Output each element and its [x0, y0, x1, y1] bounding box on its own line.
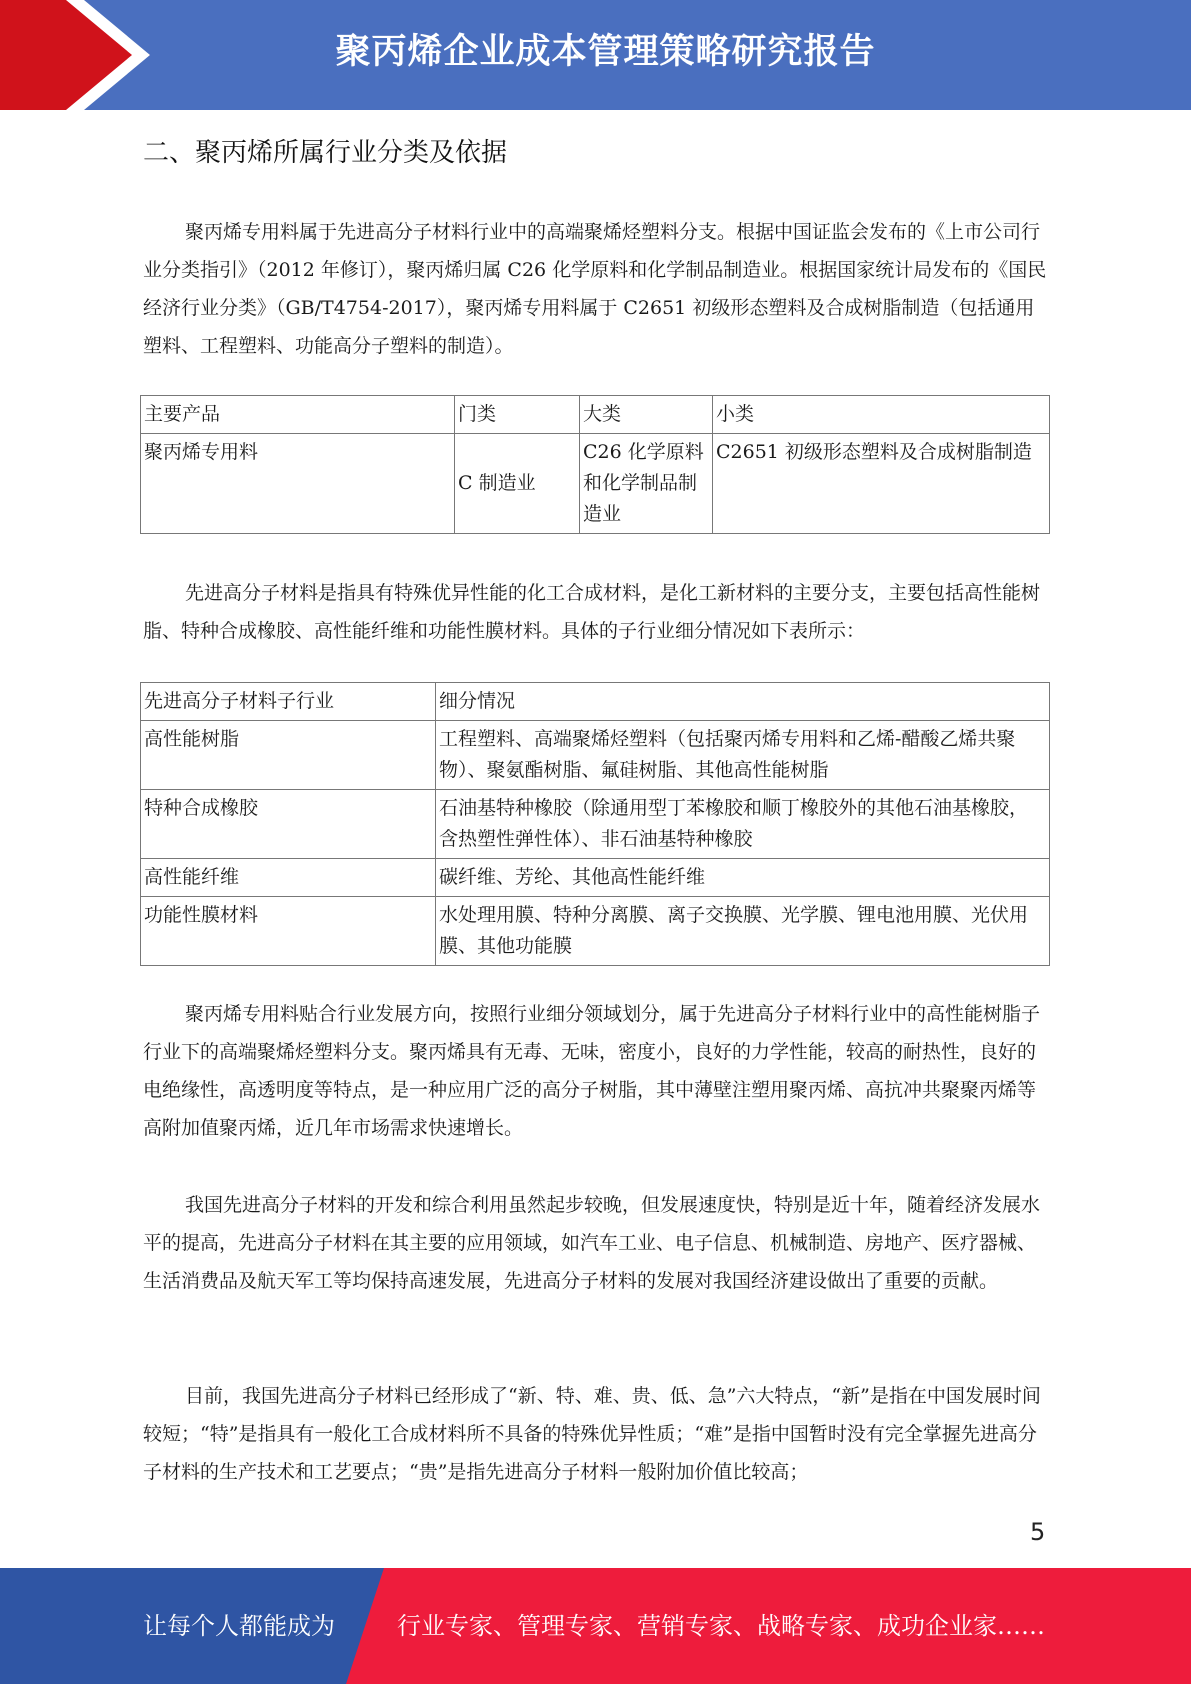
page-number: 5: [1030, 1518, 1046, 1546]
industry-classification-table: [140, 395, 1050, 534]
table-header-row: [141, 683, 1050, 721]
paragraph-5: 目前，我国先进高分子材料已经形成了“新、特、难、贵、低、急”六大特点，“新”是指在中国发展时间较短；“特”是指具有一般化工合成材料所不具备的特殊优异性质；“难”是指中国暂时没有完全掌握先进高分子材料的生产技术和工艺要点；“贵”是指先进高分子材料一般附加价值比较高；: [143, 1385, 1041, 1483]
table-header-row: [141, 396, 1050, 434]
table-row: [141, 434, 1050, 534]
report-header-band: [0, 0, 1191, 110]
table-cell: 聚丙烯专用料: [141, 434, 455, 534]
sub-industry-table: [140, 682, 1050, 966]
table-cell: 高性能纤维: [141, 859, 436, 897]
table-row: [141, 790, 1050, 859]
paragraph-4: 我国先进高分子材料的开发和综合利用虽然起步较晚，但发展速度快，特别是近十年，随着经济发展水平的提高，先进高分子材料在其主要的应用领域，如汽车工业、电子信息、机械制造、房地产、医疗器械、生活消费品及航天军工等均保持高速发展，先进高分子材料的发展对我国经济建设做出了重要的贡献。: [143, 1194, 1041, 1292]
footer-slogan-right: 行业专家、管理专家、营销专家、战略专家、成功企业家……: [397, 1612, 1045, 1640]
section-heading: 二、聚丙烯所属行业分类及依据: [143, 138, 508, 168]
report-title: 聚丙烯企业成本管理策略研究报告: [335, 32, 876, 72]
footer-slogan-left: 让每个人都能成为: [143, 1612, 335, 1640]
table-row: [141, 897, 1050, 966]
table-cell: C26 化学原料和化学制品制造业: [580, 434, 713, 534]
table-cell: 碳纤维、芳纶、其他高性能纤维: [436, 859, 1050, 897]
table-header-cell: 细分情况: [436, 683, 1050, 721]
table-cell: C 制造业: [455, 434, 580, 534]
table-cell: 高性能树脂: [141, 721, 436, 790]
table-cell: 功能性膜材料: [141, 897, 436, 966]
table-header-cell: 先进高分子材料子行业: [141, 683, 436, 721]
slogan-footer: [0, 1568, 1191, 1684]
table-header-cell: 小类: [713, 396, 1050, 434]
table-header-cell: 大类: [580, 396, 713, 434]
table-cell: 工程塑料、高端聚烯烃塑料（包括聚丙烯专用料和乙烯-醋酸乙烯共聚物）、聚氨酯树脂、氟硅树脂、其他高性能树脂: [436, 721, 1050, 790]
paragraph-1: 聚丙烯专用料属于先进高分子材料行业中的高端聚烯烃塑料分支。根据中国证监会发布的《上市公司行业分类指引》（2012 年修订），聚丙烯归属 C26 化学原料和化学制品制造业。根据国家统计局发布的《国民经济行业分类》（GB/T4754-2017），聚丙烯专用料属于 C2651 初级形态塑料及合成树脂制造（包括通用塑料、工程塑料、功能高分子塑料的制造）。: [143, 221, 1047, 357]
paragraph-2: 先进高分子材料是指具有特殊优异性能的化工合成材料，是化工新材料的主要分支，主要包括高性能树脂、特种合成橡胶、高性能纤维和功能性膜材料。具体的子行业细分情况如下表所示：: [143, 582, 1041, 642]
table-header-cell: 门类: [455, 396, 580, 434]
table-cell: C2651 初级形态塑料及合成树脂制造: [713, 434, 1050, 534]
table-row: [141, 721, 1050, 790]
table-cell: 水处理用膜、特种分离膜、离子交换膜、光学膜、锂电池用膜、光伏用膜、其他功能膜: [436, 897, 1050, 966]
table-header-cell: 主要产品: [141, 396, 455, 434]
paragraph-3: 聚丙烯专用料贴合行业发展方向，按照行业细分领域划分，属于先进高分子材料行业中的高性能树脂子行业下的高端聚烯烃塑料分支。聚丙烯具有无毒、无味，密度小，良好的力学性能，较高的耐热性，良好的电绝缘性，高透明度等特点，是一种应用广泛的高分子树脂，其中薄壁注塑用聚丙烯、高抗冲共聚聚丙烯等高附加值聚丙烯，近几年市场需求快速增长。: [143, 1003, 1041, 1139]
table-cell: 石油基特种橡胶（除通用型丁苯橡胶和顺丁橡胶外的其他石油基橡胶，含热塑性弹性体）、非石油基特种橡胶: [436, 790, 1050, 859]
table-row: [141, 859, 1050, 897]
table-cell: 特种合成橡胶: [141, 790, 436, 859]
